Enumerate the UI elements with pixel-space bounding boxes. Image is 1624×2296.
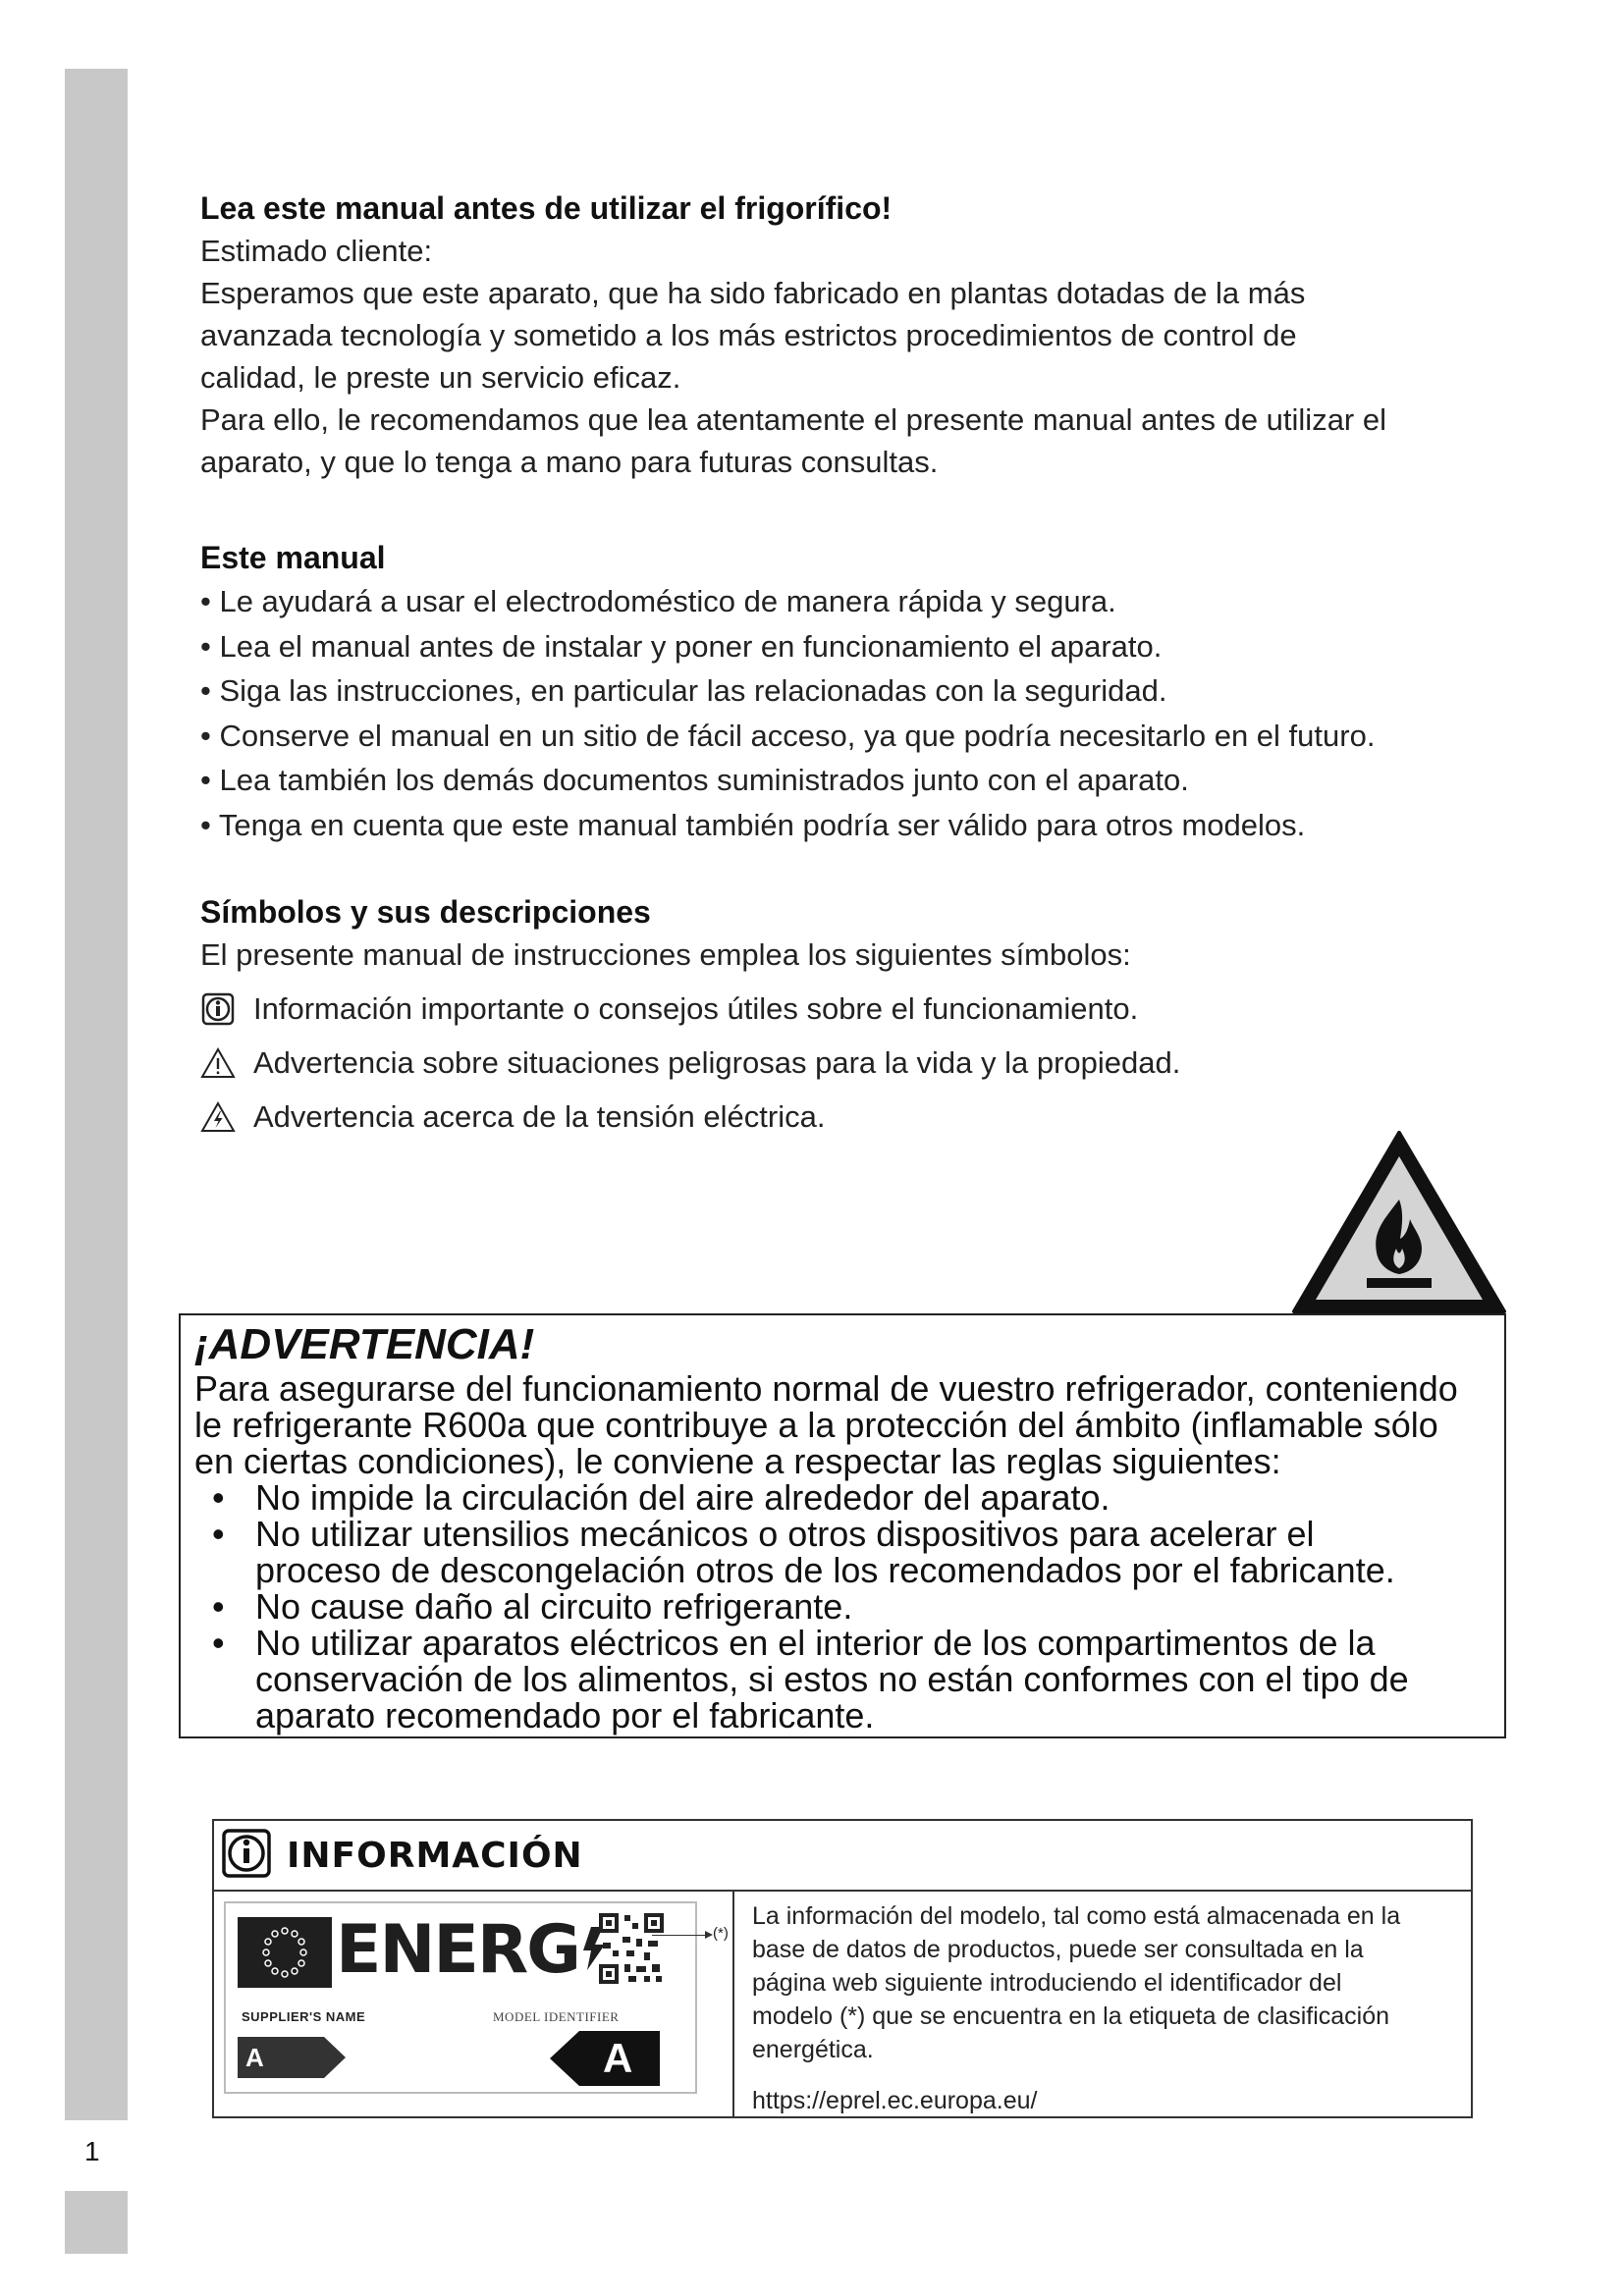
list-item: • Tenga en cuenta que este manual también podría ser válido para otros modelos.	[200, 807, 1306, 842]
eprel-link[interactable]: https://eprel.ec.europa.eu/	[752, 2087, 1038, 2114]
sidebar-block	[65, 2191, 128, 2254]
pointer-arrow-icon	[705, 1931, 713, 1939]
intro-line: calidad, le preste un servicio eficaz.	[200, 360, 681, 395]
salutation: Estimado cliente:	[200, 234, 433, 268]
flammable-warning-icon	[1290, 1129, 1508, 1315]
warning-item-line: • No utilizar aparatos eléctricos en el interior de los compartimentos de la	[255, 1623, 1376, 1663]
intro-line: Para ello, le recomendamos que lea atentamente el presente manual antes de utilizar el	[200, 402, 1387, 437]
energy-label-panel	[214, 1892, 734, 2116]
warning-item	[194, 1516, 1494, 1588]
manual-heading: Este manual	[200, 540, 386, 575]
energy-class-badge	[550, 2031, 660, 2086]
list-item: • Siga las instrucciones, en particular las relacionadas con la seguridad.	[200, 673, 1167, 708]
manual-section	[200, 536, 1477, 847]
info-line: La información del modelo, tal como está almacenada en la	[752, 1902, 1401, 1930]
energy-class-scale-letter: A	[245, 2043, 264, 2072]
symbol-row	[200, 1036, 1477, 1090]
qr-code-icon	[599, 1913, 664, 1984]
warning-item	[194, 1625, 1494, 1734]
info-line: energética.	[752, 2036, 874, 2063]
warning-item-line: proceso de descongelación otros de los recomendados por el fabricante.	[255, 1550, 1395, 1590]
warning-item-line: conservación de los alimentos, si estos no están conformes con el tipo de	[255, 1659, 1409, 1699]
symbol-row	[200, 1090, 1477, 1144]
information-title: INFORMACIÓN	[287, 1835, 583, 1876]
warning-box	[179, 1313, 1506, 1738]
warning-title: ¡ADVERTENCIA!	[194, 1320, 535, 1368]
list-item: • Le ayudará a usar el electrodoméstico de manera rápida y segura.	[200, 584, 1116, 618]
intro-section	[200, 187, 1477, 483]
energy-class-scale	[238, 2037, 346, 2078]
list-item: • Conserve el manual en un sitio de fácil acceso, ya que podría necesitarlo en el futuro.	[200, 718, 1376, 753]
info-icon	[200, 991, 236, 1027]
symbol-text: Advertencia acerca de la tensión eléctrica.	[253, 1098, 826, 1134]
model-identifier-label: MODEL IDENTIFIER	[493, 2009, 620, 2024]
intro-line: avanzada tecnología y sometido a los más estrictos procedimientos de control de	[200, 318, 1297, 352]
warning-item-line: • No utilizar utensilios mecánicos o otros dispositivos para acelerar el	[255, 1514, 1315, 1554]
intro-line: aparato, y que lo tenga a mano para futuras consultas.	[200, 445, 939, 479]
energy-class-badge-letter: A	[603, 2035, 633, 2081]
sidebar-bar	[65, 69, 128, 2120]
info-line: modelo (*) que se encuentra en la etiqueta de clasificación	[752, 2002, 1390, 2030]
symbol-row	[200, 982, 1477, 1036]
intro-heading: Lea este manual antes de utilizar el frigorífico!	[200, 190, 893, 226]
pointer-line	[652, 1935, 709, 1936]
eu-flag-icon	[238, 1917, 332, 1988]
warning-text: le refrigerante R600a que contribuye a la protección del ámbito (inflamable sólo	[194, 1405, 1438, 1445]
warning-item	[194, 1479, 1494, 1516]
intro-line: Esperamos que este aparato, que ha sido fabricado en plantas dotadas de la más	[200, 276, 1306, 310]
warning-triangle-icon	[200, 1045, 236, 1081]
list-item: • Lea también los demás documentos suministrados junto con el aparato.	[200, 763, 1189, 797]
symbol-text: Información importante o consejos útiles sobre el funcionamiento.	[253, 990, 1139, 1026]
energy-word-text: ENERG	[336, 1911, 579, 1989]
list-item: • Lea el manual antes de instalar y poner en funcionamiento el aparato.	[200, 628, 1163, 664]
symbols-heading: Símbolos y sus descripciones	[200, 894, 651, 930]
energy-word	[336, 1911, 607, 1990]
warning-item-line: • No impide la circulación del aire alrededor del aparato.	[255, 1477, 1110, 1518]
warning-list	[194, 1479, 1494, 1734]
info-line: página web siguiente introduciendo el identificador del	[752, 1969, 1342, 1997]
information-header	[214, 1821, 1471, 1892]
energy-label	[224, 1901, 697, 2094]
info-icon	[222, 1829, 271, 1883]
information-text	[752, 1899, 1459, 2117]
supplier-name-label: SUPPLIER'S NAME	[242, 2009, 366, 2024]
warning-item	[194, 1588, 1494, 1625]
page-number: 1	[84, 2136, 100, 2166]
info-line: base de datos de productos, puede ser consultada en la	[752, 1936, 1364, 1963]
warning-item-line: aparato recomendado por el fabricante.	[255, 1695, 875, 1735]
information-box	[212, 1819, 1473, 2118]
electric-warning-icon	[200, 1099, 236, 1135]
warning-text: Para asegurarse del funcionamiento normal de vuestro refrigerador, conteniendo	[194, 1368, 1458, 1409]
warning-text: en ciertas condiciones), le conviene a respectar las reglas siguientes:	[194, 1441, 1281, 1481]
symbols-intro: El presente manual de instrucciones emplea los siguientes símbolos:	[200, 937, 1131, 972]
model-marker: (*)	[713, 1925, 729, 1942]
warning-item-line: • No cause daño al circuito refrigerante.	[255, 1586, 853, 1627]
symbols-section	[200, 890, 1477, 1144]
symbol-text: Advertencia sobre situaciones peligrosas para la vida y la propiedad.	[253, 1044, 1181, 1080]
